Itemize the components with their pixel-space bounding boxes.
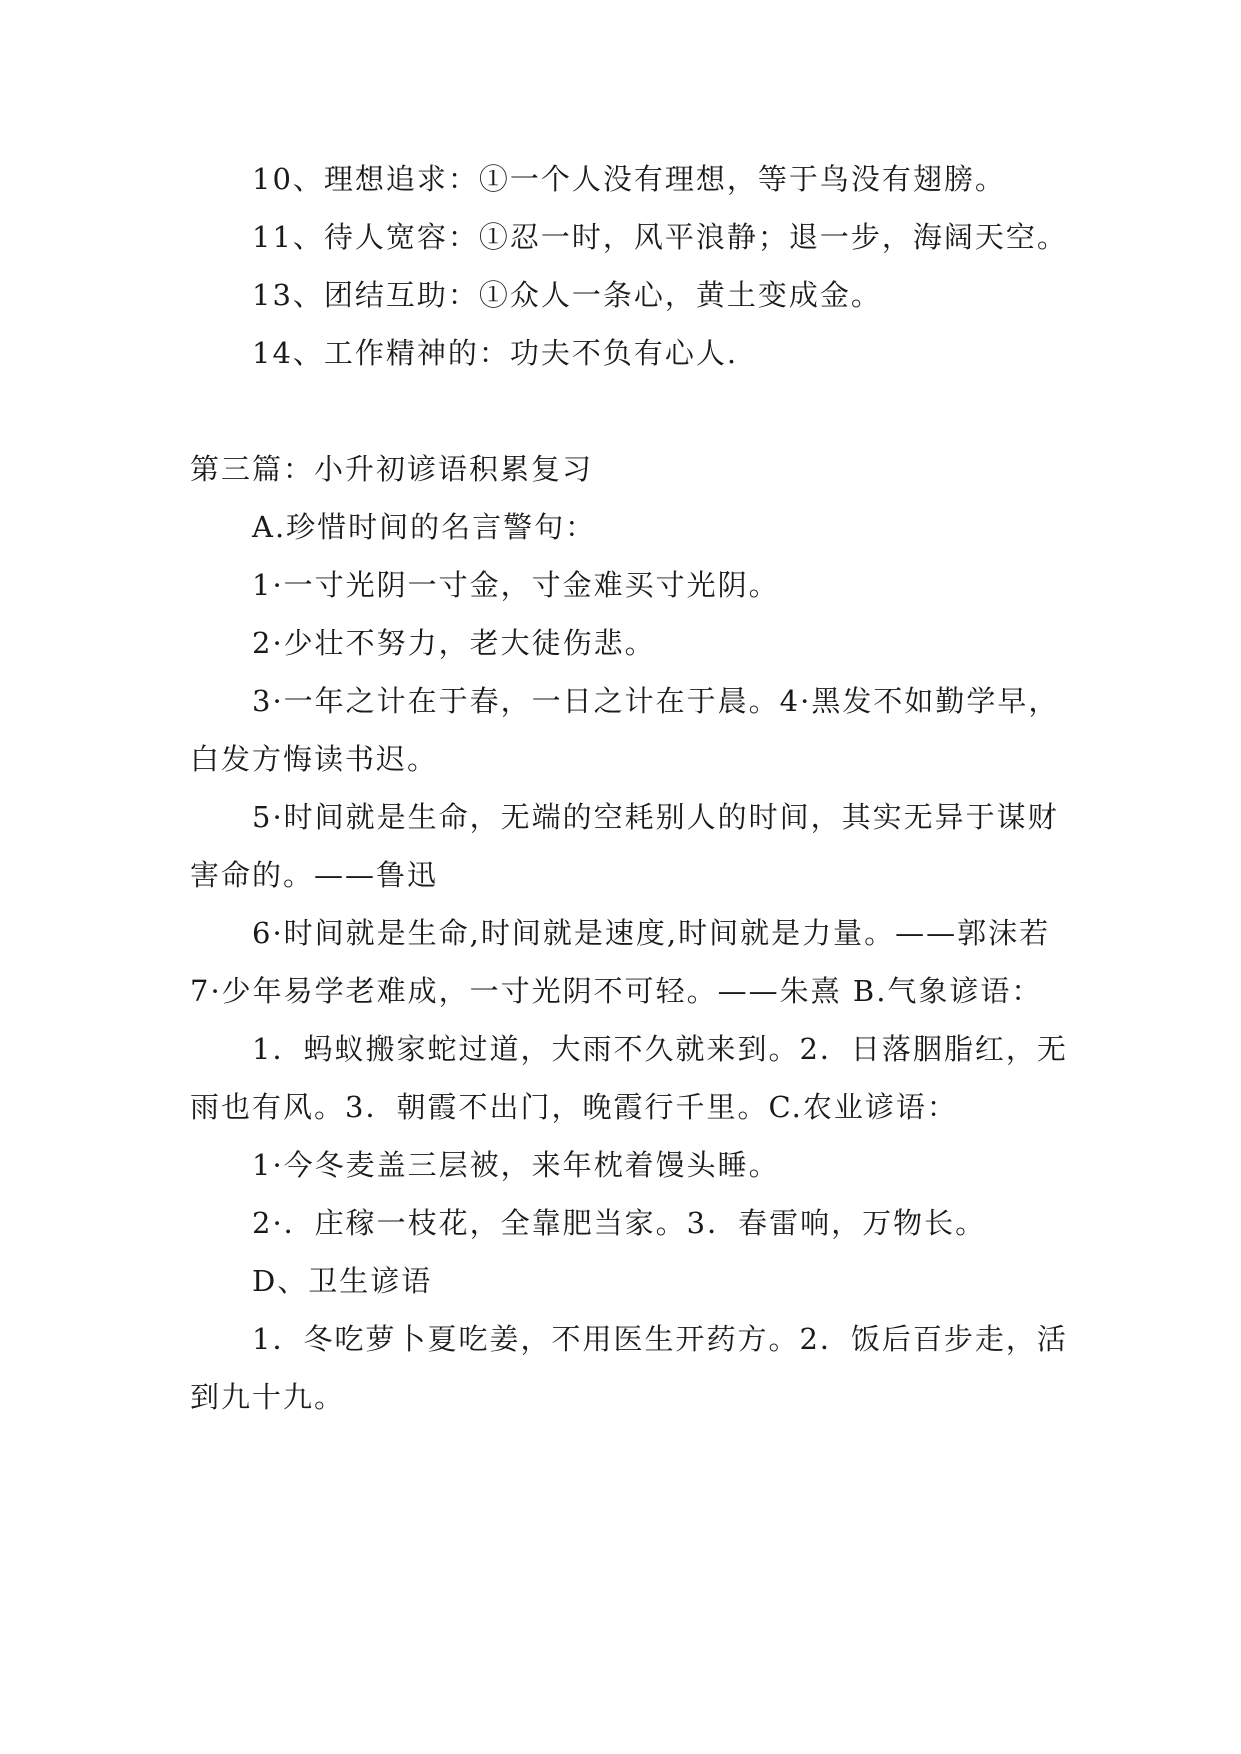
proverb-line: 2·少壮不努力，老大徒伤悲。 (252, 626, 656, 660)
proverb-line: 11、待人宽容：①忍一时，风平浪静；退一步，海阔天空。 (252, 220, 1068, 254)
proverb-line: 1．蚂蚁搬家蛇过道，大雨不久就来到。2．日落胭脂红，无雨也有风。3．朝霞不出门，晚霞行千里。C.农业谚语： (190, 1032, 1068, 1124)
proverb-line: 3·一年之计在于春，一日之计在于晨。4·黑发不如勤学早，白发方悔读书迟。 (190, 684, 1060, 776)
proverb-line: 6·时间就是生命,时间就是速度,时间就是力量。——郭沫若 7·少年易学老难成，一寸光阴不可轻。——朱熹 B.气象谚语： (190, 916, 1051, 1008)
subsection-heading: A.珍惜时间的名言警句： (252, 510, 597, 544)
proverb-line: 1·一寸光阴一寸金，寸金难买寸光阴。 (252, 568, 780, 602)
proverb-line: 10、理想追求：①一个人没有理想，等于鸟没有翅膀。 (252, 162, 1006, 196)
proverb-line: 1．冬吃萝卜夏吃姜，不用医生开药方。2．饭后百步走，活到九十九。 (190, 1322, 1068, 1414)
section-heading: 第三篇：小升初谚语积累复习 (190, 452, 594, 486)
subsection-heading: D、卫生谚语 (252, 1264, 433, 1298)
proverb-line: 1·今冬麦盖三层被，来年枕着馒头睡。 (252, 1148, 780, 1182)
proverb-line: 5·时间就是生命，无端的空耗别人的时间，其实无异于谋财害命的。——鲁迅 (190, 800, 1059, 892)
section-spacer (190, 382, 1070, 440)
proverb-line: 14、工作精神的：功夫不负有心人. (252, 336, 739, 370)
document-body (190, 150, 1070, 1426)
proverb-line: 2·．庄稼一枝花，全靠肥当家。3．春雷响，万物长。 (252, 1206, 987, 1240)
proverb-line: 13、团结互助：①众人一条心，黄土变成金。 (252, 278, 882, 312)
